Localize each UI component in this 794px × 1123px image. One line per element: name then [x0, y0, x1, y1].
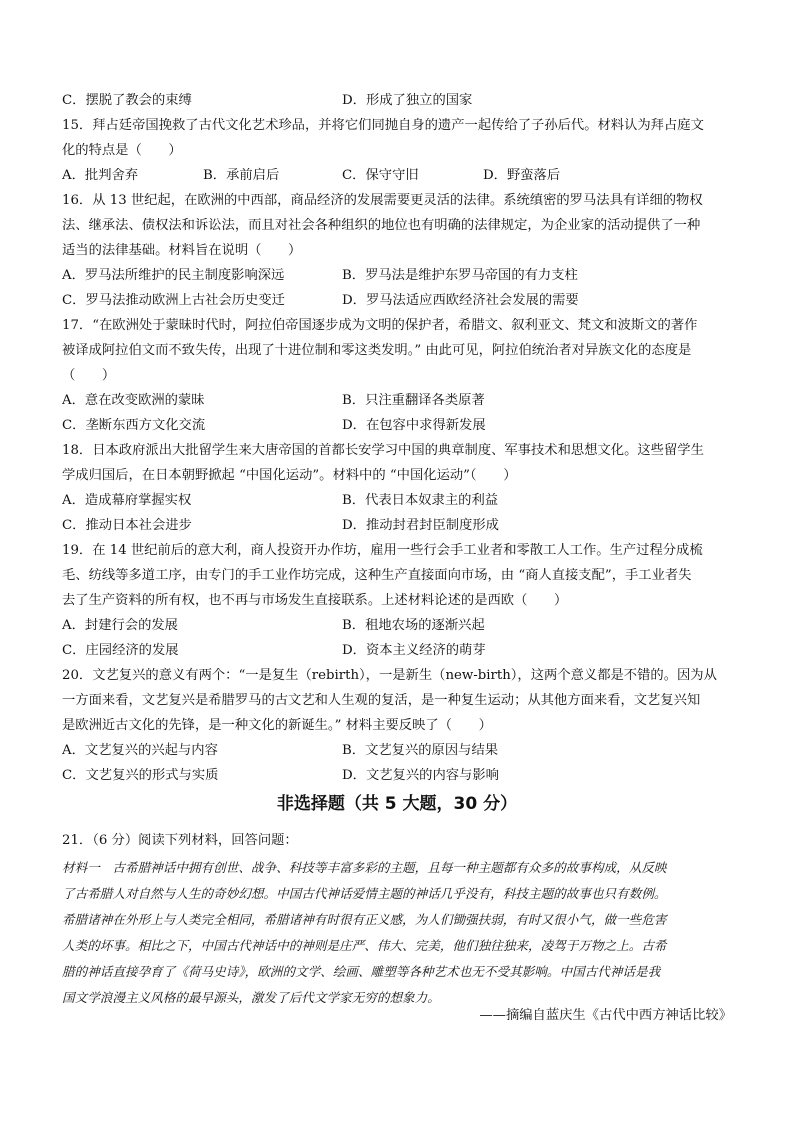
- q18-option-b: B．代表日本奴隶主的利益: [342, 493, 499, 508]
- q18-option-c: C．推动日本社会进步: [62, 518, 192, 533]
- q18-option-a: A．造成幕府掌握实权: [62, 493, 192, 508]
- q19-stem-line: 毛、纺线等多道工序，由专门的手工业作坊完成，这种生产直接面向市场，由 “商人直接支配”，手工业者失: [62, 568, 692, 583]
- q21-material-line: 材料一 古希腊神话中拥有创世、战争、科技等丰富多彩的主题，且每一种主题都有众多的故事构成，从反映: [62, 860, 667, 875]
- q21-material-line: 希腊诸神在外形上与人类完全相同，希腊诸神有时很有正义感，为人们锄强扶弱，有时又很小气，做一些危害: [62, 912, 667, 927]
- q21-material-line: 腊的神话直接孕育了《荷马史诗》，欧洲的文学、绘画、雕塑等各种艺术也无不受其影响。中国古代神话是我: [62, 964, 661, 979]
- q21-material-line: 了古希腊人对自然与人生的奇妙幻想。中国古代神话爱情主题的神话几乎没有，科技主题的故事也只有数例。: [62, 886, 667, 901]
- q17-stem-line: （ ）: [62, 368, 116, 383]
- q20-option-c: C．文艺复兴的形式与实质: [62, 768, 219, 783]
- q15-stem-line: 化的特点是（ ）: [62, 143, 182, 158]
- q16-option-a: A．罗马法所维护的民主制度影响深远: [62, 268, 285, 283]
- q19-stem-line: 19．在 14 世纪前后的意大利，商人投资开办作坊，雇用一些行会手工业者和零散工人工作。生产过程分成梳: [62, 543, 703, 558]
- q15-option-d: D．野蛮落后: [483, 168, 561, 183]
- q14-option-c: C．摆脱了教会的束缚: [62, 93, 192, 108]
- q14-option-d: D．形成了独立的国家: [342, 93, 473, 108]
- q16-option-b: B．罗马法是维护东罗马帝国的有力支柱: [342, 268, 578, 283]
- q20-stem-line: 20．文艺复兴的意义有两个：“一是复生（rebirth），一是新生（new-birth），这两个意义都是不错的。因为从: [62, 668, 717, 683]
- q19-stem-line: 去了生产资料的所有权，也不再与市场发生直接联系。上述材料论述的是西欧（ ）: [62, 593, 568, 608]
- q20-stem-line: 是欧洲近古文化的先锋，是一种文化的新诞生。” 材料主要反映了（ ）: [62, 718, 492, 733]
- q17-option-d: D．在包容中求得新发展: [342, 418, 486, 433]
- q19-option-c: C．庄园经济的发展: [62, 643, 179, 658]
- q17-option-b: B．只注重翻译各类原著: [342, 393, 485, 408]
- q15-option-c: C．保守守旧: [342, 168, 419, 183]
- q21-material-line: 人类的坏事。相比之下，中国古代神话中的神则是庄严、伟大、完美，他们独往独来，凌驾于万物之上。古希: [62, 938, 667, 953]
- q19-option-a: A．封建行会的发展: [62, 618, 178, 633]
- q17-option-a: A．意在改变欧洲的蒙昧: [62, 393, 205, 408]
- q18-option-d: D．推动封君封臣制度形成: [342, 518, 499, 533]
- q21-intro: 21．（6 分）阅读下列材料，回答问题：: [62, 833, 298, 848]
- section-heading: 非选择题（共 5 大题，30 分）: [276, 794, 518, 814]
- q19-option-d: D．资本主义经济的萌芽: [342, 643, 486, 658]
- q20-option-a: A．文艺复兴的兴起与内容: [62, 743, 218, 758]
- q16-stem-line: 适当的法律基础。材料旨在说明（ ）: [62, 243, 302, 258]
- q20-stem-line: 一方面来看，文艺复兴是希腊罗马的古文艺和人生观的复活，是一种复生运动；从其他方面来看，文艺复兴知: [62, 693, 701, 708]
- q21-material-line: 国文学浪漫主义风格的最早源头，激发了后代文学家无穷的想象力。: [62, 990, 440, 1005]
- q16-option-c: C．罗马法推动欧洲上古社会历史变迁: [62, 293, 285, 308]
- q17-option-c: C．垄断东西方文化交流: [62, 418, 206, 433]
- q15-option-b: B．承前启后: [203, 168, 280, 183]
- q15-stem-line: 15．拜占廷帝国挽救了古代文化艺术珍品，并将它们同抛自身的遗产一起传给了子孙后代。材料认为拜占庭文: [62, 118, 704, 133]
- q20-option-d: D．文艺复兴的内容与影响: [342, 768, 499, 783]
- q21-source-citation: ——摘编自蓝庆生《古代中西方神话比较》: [479, 1008, 732, 1023]
- q16-stem-line: 法、继承法、债权法和诉讼法，而且对社会各种组织的地位也有明确的法律规定，为企业家的活动提供了一种: [62, 218, 701, 233]
- q18-stem-line: 学成归国后，在日本朝野掀起 “中国化运动”。材料中的 “中国化运动”（ ）: [62, 468, 517, 483]
- q17-stem-line: 17．“在欧洲处于蒙昧时代时，阿拉伯帝国逐步成为文明的保护者，希腊文、叙利亚文、梵文和波斯文的著作: [62, 318, 698, 333]
- q18-stem-line: 18．日本政府派出大批留学生来大唐帝国的首都长安学习中国的典章制度、军事技术和思想文化。这些留学生: [62, 443, 704, 458]
- q16-option-d: D．罗马法适应西欧经济社会发展的需要: [342, 293, 579, 308]
- q16-stem-line: 16．从 13 世纪起，在欧洲的中西部，商品经济的发展需要更灵活的法律。系统缜密的罗马法具有详细的物权: [62, 193, 703, 208]
- q20-option-b: B．文艺复兴的原因与结果: [342, 743, 499, 758]
- q15-option-a: A．批判舍弃: [62, 168, 139, 183]
- q17-stem-line: 被译成阿拉伯文而不致失传，出现了十进位制和零这类发明。” 由此可见，阿拉伯统治者对异族文化的态度是: [62, 343, 692, 358]
- q19-option-b: B．租地农场的逐渐兴起: [342, 618, 485, 633]
